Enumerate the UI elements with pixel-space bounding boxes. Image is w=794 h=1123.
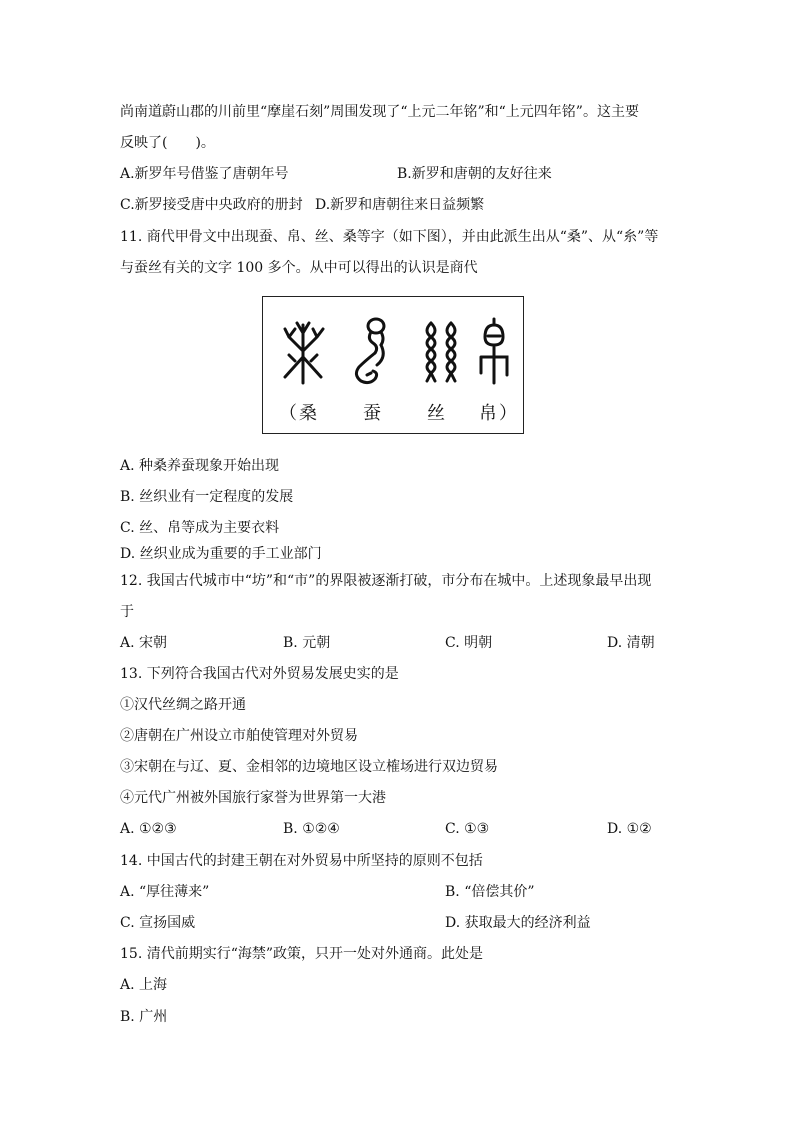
q13-item-4: ④元代广州被外国旅行家誉为世界第一大港 xyxy=(120,790,386,806)
q10-option-d[interactable]: D.新罗和唐朝往来日益频繁 xyxy=(315,197,485,213)
figure-paren-open: （ xyxy=(279,403,297,424)
q13-stem: 13. 下列符合我国古代对外贸易发展史实的是 xyxy=(120,666,399,682)
q15-stem: 15. 清代前期实行“海禁”政策，只开一处对外通商。此处是 xyxy=(120,946,484,962)
silk-glyph-icon xyxy=(421,317,461,387)
q13-item-3: ③宋朝在与辽、夏、金相邻的边境地区设立榷场进行双边贸易 xyxy=(120,759,498,775)
silk-fabric-glyph-icon xyxy=(477,317,511,387)
q13-option-b[interactable]: B. ①②④ xyxy=(283,821,340,837)
q14-option-a[interactable]: A. “厚往薄来” xyxy=(120,884,210,900)
q15-option-b[interactable]: B. 广州 xyxy=(120,1009,168,1025)
oracle-bone-figure xyxy=(262,296,524,434)
q12-option-b[interactable]: B. 元朝 xyxy=(283,635,331,651)
q11-stem-line2: 与蚕丝有关的文字 100 多个。从中可以得出的认识是商代 xyxy=(120,260,478,276)
q12-stem-line1: 12. 我国古代城市中“坊”和“市”的界限被逐渐打破，市分布在城中。上述现象最早出现 xyxy=(120,573,652,589)
q10-option-b[interactable]: B.新罗和唐朝的友好往来 xyxy=(397,166,552,182)
q15-option-a[interactable]: A. 上海 xyxy=(120,977,168,993)
q12-stem-line2: 于 xyxy=(120,604,134,620)
figure-label-mulberry: 桑 xyxy=(299,403,317,424)
q11-option-b[interactable]: B. 丝织业有一定程度的发展 xyxy=(120,489,294,505)
q12-option-c[interactable]: C. 明朝 xyxy=(445,635,493,651)
q10-option-a[interactable]: A.新罗年号借鉴了唐朝年号 xyxy=(120,166,289,182)
silkworm-glyph-icon xyxy=(349,317,391,387)
q11-option-c[interactable]: C. 丝、帛等成为主要衣料 xyxy=(120,520,280,536)
q11-option-d[interactable]: D. 丝织业成为重要的手工业部门 xyxy=(120,546,322,562)
q13-item-2: ②唐朝在广州设立市舶使管理对外贸易 xyxy=(120,728,358,744)
figure-paren-close: ） xyxy=(499,403,517,424)
q14-option-c[interactable]: C. 宣扬国威 xyxy=(120,915,196,931)
q13-item-1: ①汉代丝绸之路开通 xyxy=(120,697,246,713)
figure-label-silkworm: 蚕 xyxy=(363,403,381,424)
q12-option-a[interactable]: A. 宋朝 xyxy=(120,635,168,651)
q14-stem: 14. 中国古代的封建王朝在对外贸易中所坚持的原则不包括 xyxy=(120,853,483,869)
q10-option-c[interactable]: C.新罗接受唐中央政府的册封 xyxy=(120,197,303,213)
q13-option-c[interactable]: C. ①③ xyxy=(445,821,490,837)
q11-option-a[interactable]: A. 种桑养蚕现象开始出现 xyxy=(120,458,280,474)
q13-option-a[interactable]: A. ①②③ xyxy=(120,821,177,837)
q10-stem-line1: 尚南道蔚山郡的川前里“摩崖石刻”周围发现了“上元二年铭”和“上元四年铭”。这主要 xyxy=(120,104,639,120)
q14-option-d[interactable]: D. 获取最大的经济利益 xyxy=(445,915,591,931)
figure-label-silk-fabric: 帛 xyxy=(479,403,497,424)
q14-option-b[interactable]: B. “倍偿其价” xyxy=(445,884,535,900)
mulberry-glyph-icon xyxy=(281,317,325,387)
figure-label-silk: 丝 xyxy=(427,403,445,424)
q13-option-d[interactable]: D. ①② xyxy=(607,821,652,837)
q11-stem-line1: 11. 商代甲骨文中出现蚕、帛、丝、桑等字（如下图），并由此派生出从“桑”、从“糸”等 xyxy=(120,229,659,245)
q12-option-d[interactable]: D. 清朝 xyxy=(607,635,655,651)
q10-stem-line2: 反映了( )。 xyxy=(120,135,215,151)
